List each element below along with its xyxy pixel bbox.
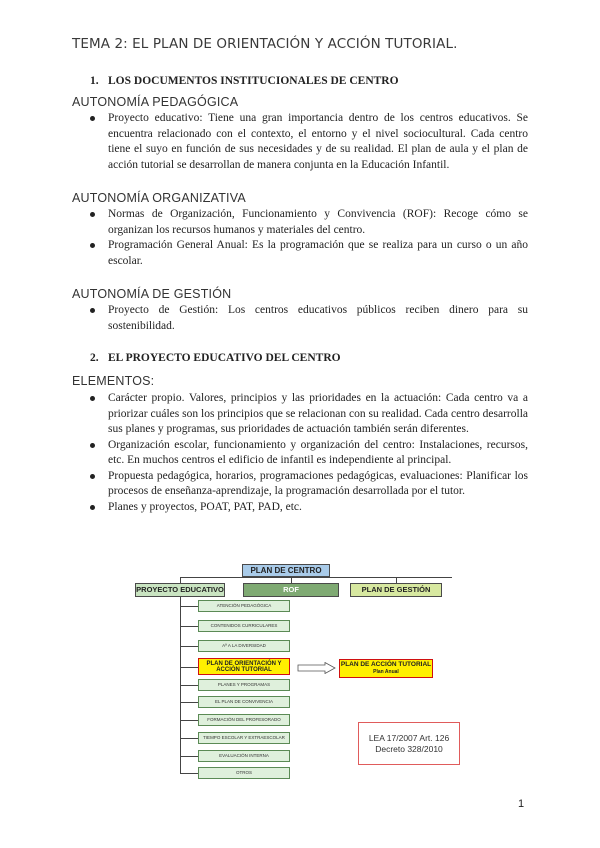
- bullet-icon: [90, 243, 95, 248]
- list-item-text: Planes y proyectos, POAT, PAT, PAD, etc.: [108, 500, 302, 513]
- sub-item-box: FORMACIÓN DEL PROFESORADO: [198, 714, 290, 726]
- plan-de-centro-box: PLAN DE CENTRO: [242, 564, 330, 577]
- section-1-heading: [90, 75, 399, 87]
- section-2-heading: [90, 352, 341, 364]
- list-item: [90, 500, 528, 516]
- sub-item-box: TIEMPO ESCOLAR Y EXTRAESCOLAR: [198, 732, 290, 744]
- connector-line: [180, 756, 198, 757]
- list-item: [90, 438, 528, 469]
- section-2-title: EL PROYECTO EDUCATIVO DEL CENTRO: [108, 352, 341, 364]
- bullet-icon: [90, 443, 95, 448]
- list-item-text: Proyecto de Gestión: Los centros educativos públicos reciben dinero para su sostenibilidad.: [108, 304, 528, 332]
- connector-line: [180, 606, 198, 607]
- sub-item-box: CONTENIDOS CURRICULARES: [198, 620, 290, 632]
- section-1-number: 1.: [90, 75, 99, 87]
- list-item-text: Normas de Organización, Funcionamiento y Convivencia (ROF): Recoge cómo se organizan los recursos humanos y materiales del centro.: [108, 208, 528, 236]
- arrow-right-icon: [297, 662, 337, 674]
- plan-de-gestion-box: PLAN DE GESTIÓN: [350, 583, 442, 597]
- list-item-text: Propuesta pedagógica, horarios, programaciones pedagógicas, evaluaciones: Planificar los procesos de enseñanza-aprendizaje, la programación desarrollada por el tutor.: [108, 469, 528, 497]
- target-sub: Plan Anual: [373, 669, 399, 676]
- page-number: 1: [518, 798, 525, 810]
- list-item: [90, 469, 528, 500]
- list-pedagogica: [90, 111, 528, 173]
- plan-orientacion-box: PLAN DE ORIENTACIÓN Y ACCIÓN TUTORIAL: [198, 658, 290, 675]
- list-item-text: Organización escolar, funcionamiento y organización del centro: Instalaciones, recursos, etc. En muchos centros el edificio de infantil es independiente al principal.: [108, 438, 528, 466]
- lea-line-1: LEA 17/2007 Art. 126: [368, 732, 450, 743]
- bullet-icon: [90, 396, 95, 401]
- proyecto-educativo-box: PROYECTO EDUCATIVO: [135, 583, 225, 597]
- lea-line-2: Decreto 328/2010: [375, 743, 443, 754]
- plan-accion-tutorial-box: [339, 659, 433, 678]
- rof-box: ROF: [243, 583, 339, 597]
- list-gestion: [90, 303, 528, 334]
- connector-line: [180, 646, 198, 647]
- group-heading-pedagogica: AUTONOMÍA PEDAGÓGICA: [72, 95, 239, 109]
- sub-item-box: EL PLAN DE CONVIVENCIA: [198, 696, 290, 708]
- lea-reference-box: [358, 722, 460, 765]
- connector-line: [180, 626, 198, 627]
- bullet-icon: [90, 308, 95, 313]
- bullet-icon: [90, 116, 95, 121]
- group-heading-gestion: AUTONOMÍA DE GESTIÓN: [72, 287, 232, 301]
- list-item: [90, 303, 528, 334]
- list-item: [90, 238, 528, 269]
- sub-item-box: EVALUACIÓN INTERNA: [198, 750, 290, 762]
- list-item-text: Programación General Anual: Es la programación que se realiza para un curso o un año escolar.: [108, 239, 528, 267]
- list-elements: [90, 391, 528, 515]
- target-title: PLAN DE ACCIÓN TUTORIAL: [340, 660, 432, 668]
- connector-line: [180, 577, 452, 578]
- group-heading-organizativa: AUTONOMÍA ORGANIZATIVA: [72, 191, 246, 205]
- bullet-icon: [90, 505, 95, 510]
- connector-line: [180, 702, 198, 703]
- list-organizativa: [90, 207, 528, 269]
- sub-item-box: ATENCIÓN PEDAGÓGICA: [198, 600, 290, 612]
- page-title: TEMA 2: EL PLAN DE ORIENTACIÓN Y ACCIÓN TUTORIAL.: [72, 36, 458, 52]
- sub-item-box: OTROS: [198, 767, 290, 779]
- section-1-title: LOS DOCUMENTOS INSTITUCIONALES DE CENTRO: [108, 75, 399, 87]
- section-2-number: 2.: [90, 352, 99, 364]
- sub-item-box: PLANES Y PROGRAMAS: [198, 679, 290, 691]
- bullet-icon: [90, 212, 95, 217]
- connector-line: [180, 667, 198, 668]
- elements-heading: ELEMENTOS:: [72, 374, 155, 388]
- sub-item-box: Aª A LA DIVERSIDAD: [198, 640, 290, 652]
- connector-line: [180, 773, 198, 774]
- list-item: [90, 207, 528, 238]
- list-item-text: Proyecto educativo: Tiene una gran importancia dentro de los centros educativos. Se encuentra relacionado con el contexto, el entorno y el nivel sociocultural. Cada centro tiene el suyo en función de sus necesidades y de su realidad. El plan de aula y el plan de acción tutorial se desarrollan de manera conjunta en la Educación Infantil.: [108, 112, 528, 171]
- bullet-icon: [90, 474, 95, 479]
- list-item: [90, 391, 528, 438]
- connector-line: [180, 720, 198, 721]
- list-item: [90, 111, 528, 173]
- connector-line: [180, 685, 198, 686]
- list-item-text: Carácter propio. Valores, principios y las prioridades en la actuación: Cada centro va a priorizar cuáles son los principios que se relacionan con su realidad. Cada centro desarrolla sus planes y programas, sus prioridades de actuación también serán diferentes.: [108, 392, 528, 435]
- connector-line: [180, 738, 198, 739]
